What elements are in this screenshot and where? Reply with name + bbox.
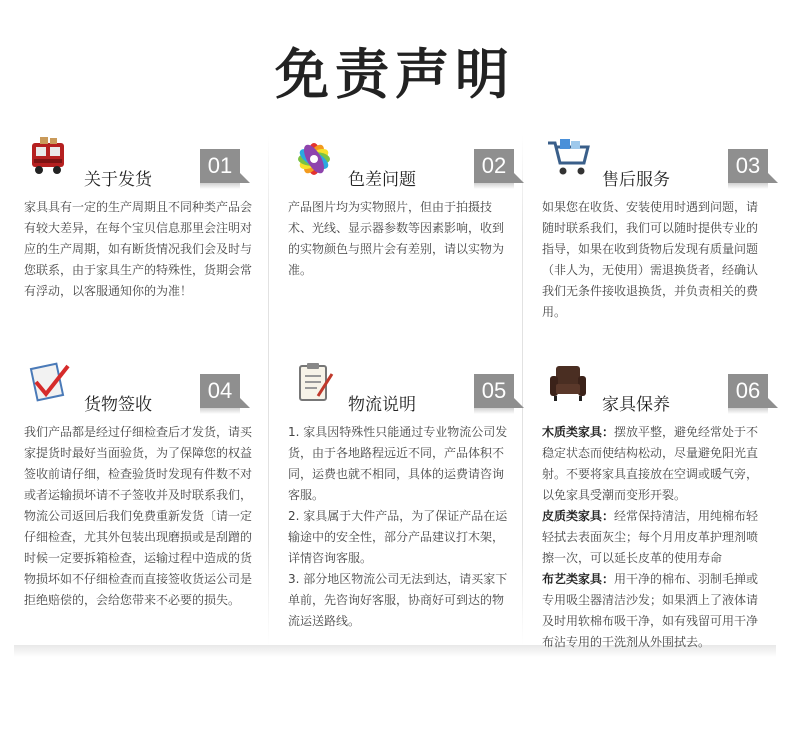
section-number-badge: 04: [200, 374, 240, 408]
section-heading: 货物签收: [84, 395, 152, 415]
armchair-icon: [546, 360, 590, 404]
section-heading: 售后服务: [602, 170, 670, 190]
section-maintenance: [532, 350, 776, 653]
care-item: [542, 569, 766, 653]
section-text: 如果您在收货、安装使用时遇到问题，请随时联系我们，我们可以随时提供专业的指导，如果在收到货物后发现有质量问题（非人为，无使用）需退换货者，经确认我们无条件接收退换货，并负责相关的费用。: [542, 200, 759, 319]
section-color-difference: [278, 125, 522, 281]
section-number-badge: 01: [200, 149, 240, 183]
care-text: 经常保持清洁，用纯棉布轻轻拭去表面灰尘；每个月用皮革护理剂喷擦一次，可以延长皮革的使用寿命: [542, 509, 759, 565]
checkmark-document-icon: [28, 360, 72, 404]
section-heading: 关于发货: [84, 170, 152, 190]
care-item: [542, 506, 766, 569]
care-label: 布艺类家具：: [542, 572, 615, 586]
section-number-badge: 02: [474, 149, 514, 183]
logistics-item: 3. 部分地区物流公司无法到达，请买家下单前，先咨询好客服，协商好可到达的物流运送路线。: [288, 572, 508, 628]
section-delivery: [14, 125, 268, 302]
section-text: 我们产品都是经过仔细检查后才发货，请买家提货时最好当面验货，为了保障您的权益签收前请仔细，检查验货时发现有件数不对或者运输损坏请不子签收并及时联系我们，物流公司返回后我们免费重新发货〔请一定仔细检查，尤其外包装出现磨损或是刮蹭的时候一定要拆箱检查，运输过程中造成的货物损坏如不仔细检查而直接签收货运公司是拒绝赔偿的，会给您带来不必要的损失。: [24, 425, 253, 607]
section-heading: 家具保养: [602, 395, 670, 415]
column-divider: [268, 135, 269, 645]
section-text: 家具具有一定的生产周期且不同种类产品会有较大差异，在每个宝贝信息那里会注明对应的生产周期，如有断货情况我们会及时与您联系，由于家具生产的特殊性，货期会常有浮动，以客服通知你的为准！: [24, 200, 253, 298]
care-text: 摆放平整，避免经常处于不稳定状态而使结构松动，尽量避免阳光直射。不要将家具直接放在空调或暖气旁，以免家具受潮而变形开裂。: [542, 425, 759, 502]
care-text: 用干净的棉布、羽制毛掸或专用吸尘器清洁沙发；如果洒上了液体请及时用软棉布吸干净，如有残留可用干净布沾专用的干洗剂从外围拭去。: [542, 572, 759, 649]
section-number-badge: 03: [728, 149, 768, 183]
section-heading: 色差问题: [348, 170, 416, 190]
delivery-truck-icon: [28, 135, 72, 179]
logistics-item: 1. 家具因特殊性只能通过专业物流公司发货，由于各地路程远近不同，产品体积不同，运费也就不相同，具体的运费请咨询客服。: [288, 425, 508, 502]
column-divider: [522, 135, 523, 645]
logistics-item: 2. 家具属于大件产品，为了保证产品在运输途中的安全性，部分产品建议打木架，详情咨询客服。: [288, 509, 508, 565]
care-item: [542, 422, 766, 506]
color-palette-icon: [292, 135, 336, 179]
section-text: 产品图片均为实物照片，但由于拍摄技术、光线、显示器参数等因素影响，收到的实物颜色与照片会有差别，请以实物为准。: [288, 200, 505, 277]
section-receipt: [14, 350, 268, 611]
section-heading: 物流说明: [348, 395, 416, 415]
care-label: 木质类家具：: [542, 425, 615, 439]
section-logistics: [278, 350, 522, 632]
care-label: 皮质类家具：: [542, 509, 615, 523]
disclaimer-grid: [14, 125, 776, 655]
section-number-badge: 05: [474, 374, 514, 408]
section-after-sales: [532, 125, 776, 323]
shopping-cart-icon: [546, 135, 590, 179]
section-number-badge: 06: [728, 374, 768, 408]
page-title: 免责声明: [275, 43, 515, 106]
clipboard-icon: [292, 360, 336, 404]
